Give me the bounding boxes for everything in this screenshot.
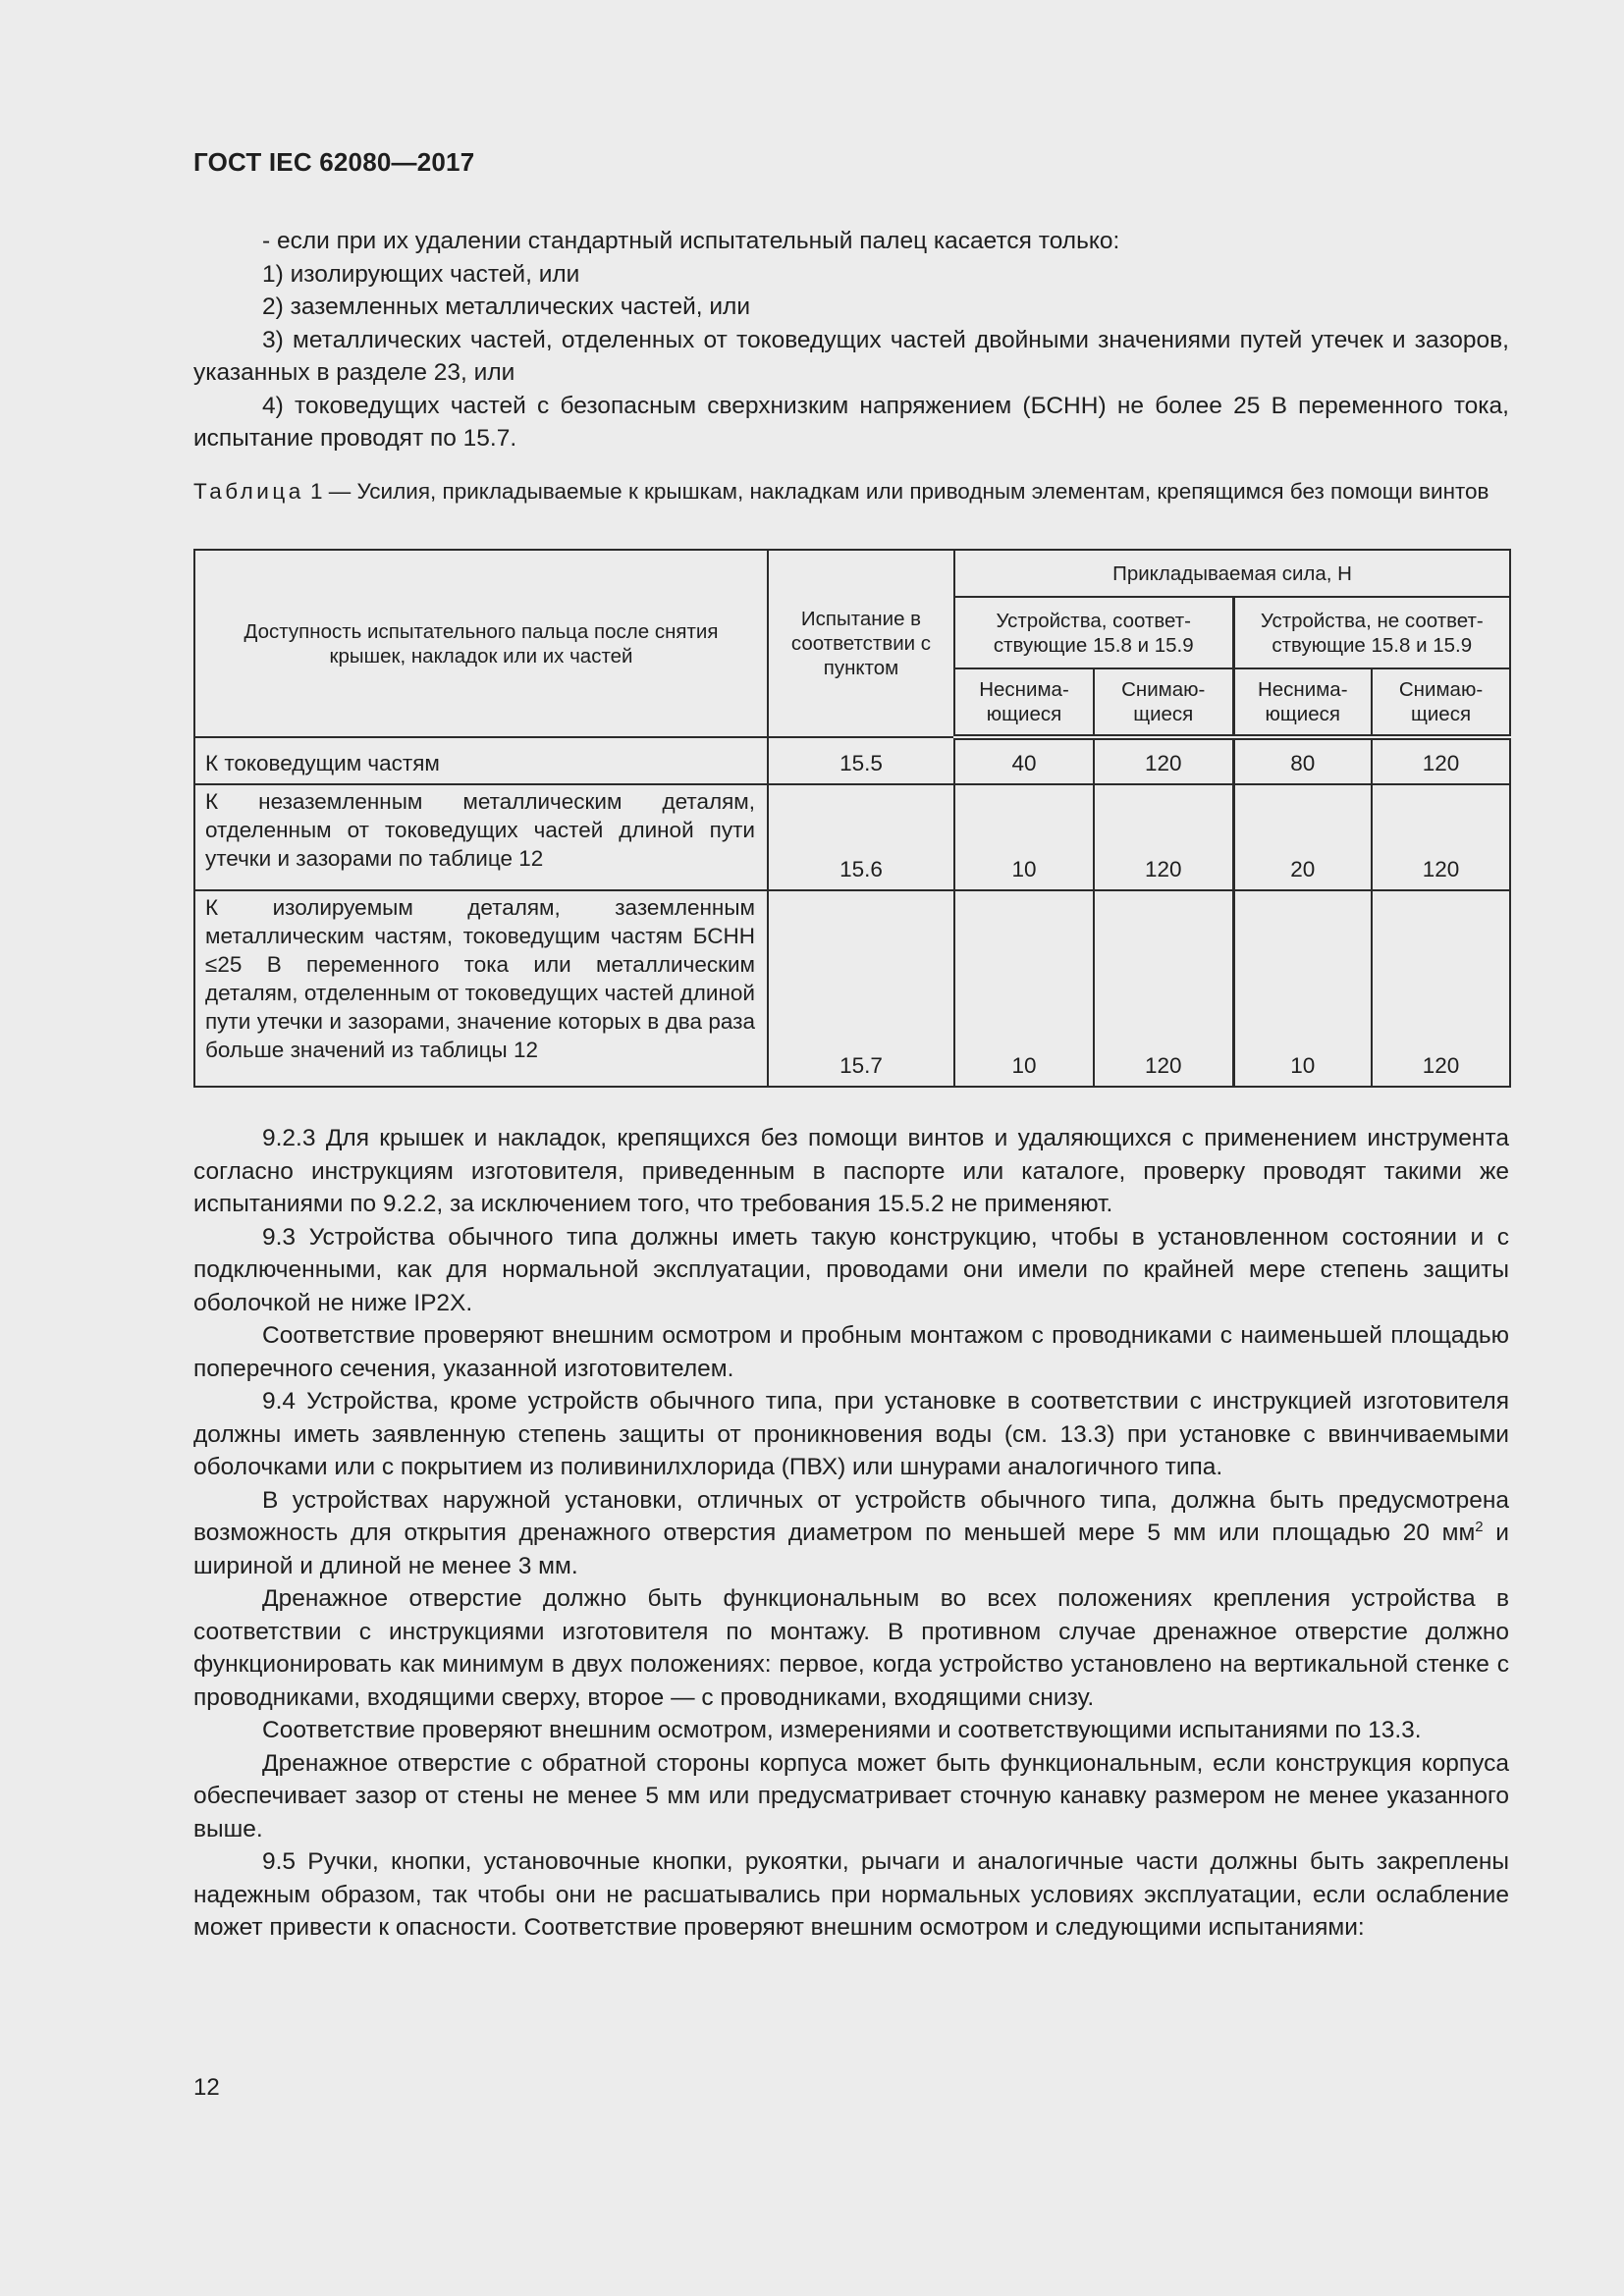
- paragraph-drain-1: Дренажное отверстие должно быть функциональным во всех положениях крепления устройства в соответствии с инструкциями изготовителя по монтажу. В противном случае дренажное отверстие должно функционировать как минимум в двух положениях: первое, когда устройство установлено на вертикальной стенке с проводниками, входящими сверху, второе — с проводниками, входящими снизу.: [193, 1585, 1509, 1711]
- paragraph-drain-2: Дренажное отверстие с обратной стороны корпуса может быть функциональным, если конструкция корпуса обеспечивает зазор от стены не менее 5 мм или предусматривает сточную канавку размером не менее указанного выше.: [193, 1749, 1509, 1842]
- header-b-non-removable: Неснима-ющиеся: [1233, 668, 1372, 737]
- row-b-removable: 120: [1372, 737, 1510, 784]
- intro-line: 2) заземленных металлических частей, или: [262, 294, 751, 320]
- header-b-removable: Снимаю-щиеся: [1372, 668, 1510, 737]
- table-caption-text: 1 — Усилия, прикладываемые к крышкам, накладкам или приводным элементам, крепящимся без помощи винтов: [310, 479, 1489, 504]
- row-a-removable: 120: [1094, 737, 1233, 784]
- row-desc: К изолируемым деталям, заземленным металлическим частям, токоведущим частям БСНН ≤25 В переменного тока или металлическим деталям, отделенным от токоведущих частей длиной пути утечки и зазорами, значение которых в два раза больше значений из таблицы 12: [194, 890, 768, 1087]
- header-force: Прикладываемая сила, Н: [954, 550, 1510, 597]
- intro-line: - если при их удалении стандартный испытательный палец касается только:: [262, 228, 1120, 254]
- row-a-removable: 120: [1094, 784, 1233, 890]
- row-a-fixed: 10: [954, 784, 1094, 890]
- table-caption-label: Таблица: [193, 479, 304, 504]
- row-b-removable: 120: [1372, 784, 1510, 890]
- header-test: Испытание в соответствии с пунктом: [768, 550, 954, 737]
- header-a-removable: Снимаю-щиеся: [1094, 668, 1233, 737]
- header-group-b: Устройства, не соответ-ствующие 15.8 и 15.9: [1233, 597, 1510, 668]
- row-test: 15.6: [768, 784, 954, 890]
- paragraph-compliance-1: Соответствие проверяют внешним осмотром и пробным монтажом с проводниками с наименьшей площадью поперечного сечения, указанной изготовителем.: [193, 1322, 1509, 1382]
- row-desc: К токоведущим частям: [194, 737, 768, 784]
- row-a-fixed: 10: [954, 890, 1094, 1087]
- paragraph-9-3: 9.3 Устройства обычного типа должны иметь такую конструкцию, чтобы в установленном состоянии и с подключенными, как для нормальной эксплуатации, проводами они имели по крайней мере степень защиты оболочкой не ниже IP2X.: [193, 1223, 1509, 1316]
- paragraph-outdoor-text-end: и шириной и длиной не менее 3 мм.: [193, 1520, 1509, 1579]
- row-test: 15.7: [768, 890, 954, 1087]
- header-group-a: Устройства, соответ-ствующие 15.8 и 15.9: [954, 597, 1233, 668]
- row-b-fixed: 10: [1233, 890, 1372, 1087]
- page-number: 12: [193, 2074, 220, 2101]
- paragraph-outdoor-text: В устройствах наружной установки, отличных от устройств обычного типа, должна быть предусмотрена возможность для открытия дренажного отверстия диаметром по меньшей мере 5 мм или площадью 20 мм: [193, 1486, 1509, 1546]
- table-row: [194, 784, 1510, 890]
- header-access: Доступность испытательного пальца после снятия крышек, накладок или их частей: [194, 550, 768, 737]
- body-block: [193, 1122, 1509, 1945]
- row-test: 15.5: [768, 737, 954, 784]
- document-header: ГОСТ IEC 62080—2017: [193, 147, 475, 177]
- paragraph-9-4: 9.4 Устройства, кроме устройств обычного типа, при установке в соответствии с инструкцией изготовителя должны иметь заявленную степень защиты от проникновения воды (см. 13.3) при установке с ввинчиваемыми оболочками или с покрытием из поливинилхлорида (ПВХ) или шнурами аналогичного типа.: [193, 1388, 1509, 1480]
- paragraph-compliance-2: Соответствие проверяют внешним осмотром, измерениями и соответствующими испытаниями по 13.3.: [262, 1717, 1422, 1743]
- header-a-non-removable: Неснима-ющиеся: [954, 668, 1094, 737]
- table-row: [194, 737, 1510, 784]
- intro-line: 4) токоведущих частей с безопасным сверхнизким напряжением (БСНН) не более 25 В переменного тока, испытание проводят по 15.7.: [193, 392, 1509, 452]
- paragraph-outdoor: [193, 1484, 1509, 1583]
- table-caption: [193, 477, 1509, 506]
- intro-line: 1) изолирующих частей, или: [262, 260, 580, 288]
- intro-line: 3) металлических частей, отделенных от токоведущих частей двойными значениями путей утечек и зазоров, указанных в разделе 23, или: [193, 326, 1509, 386]
- row-b-fixed: 80: [1233, 737, 1372, 784]
- row-b-removable: 120: [1372, 890, 1510, 1087]
- row-desc: К незаземленным металлическим деталям, отделенным от токоведущих частей длиной пути утечки и зазорами по таблице 12: [194, 784, 768, 890]
- row-a-removable: 120: [1094, 890, 1233, 1087]
- row-a-fixed: 40: [954, 737, 1094, 784]
- force-table: [193, 549, 1511, 1088]
- paragraph-9-2-3: 9.2.3 Для крышек и накладок, крепящихся без помощи винтов и удаляющихся с применением инструмента согласно инструкциям изготовителя, приведенным в паспорте или каталоге, проверку проводят такими же испытаниями по 9.2.2, за исключением того, что требования 15.5.2 не применяют.: [193, 1125, 1509, 1217]
- table-row: [194, 890, 1510, 1087]
- superscript: 2: [1475, 1518, 1484, 1535]
- row-b-fixed: 20: [1233, 784, 1372, 890]
- paragraph-9-5: 9.5 Ручки, кнопки, установочные кнопки, рукоятки, рычаги и аналогичные части должны быть закреплены надежным образом, так чтобы они не расшатывались при нормальных условиях эксплуатации, если ослабление может привести к опасности. Соответствие проверяют внешним осмотром и следующими испытаниями:: [193, 1848, 1509, 1941]
- intro-block: [193, 225, 1509, 455]
